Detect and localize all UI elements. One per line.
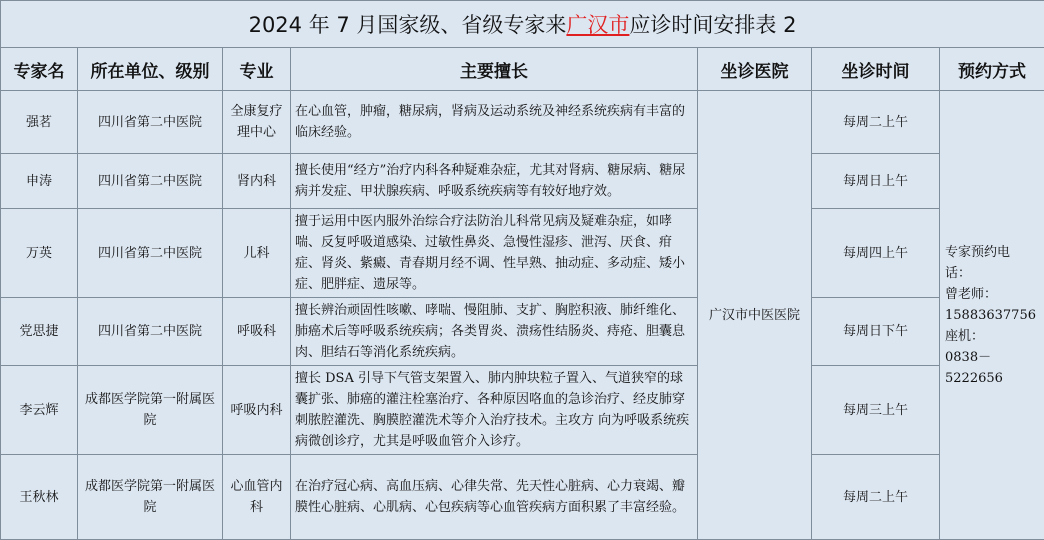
contact-line: 话： bbox=[945, 263, 1039, 284]
table-row bbox=[1, 298, 1044, 366]
expert-name: 强茗 bbox=[1, 91, 78, 154]
expert-expertise: 在治疗冠心病、高血压病、心律失常、先天性心脏病、心力衰竭、瓣膜性心脏病、心肌病、心包疾病等心血管疾病方面积累了丰富经验。 bbox=[291, 455, 698, 540]
header-unit: 所在单位、级别 bbox=[78, 48, 223, 91]
clinic-time: 每周二上午 bbox=[812, 455, 940, 540]
table-row bbox=[1, 154, 1044, 209]
header-expertise: 主要擅长 bbox=[291, 48, 698, 91]
expert-expertise: 擅于运用中医内服外治综合疗法防治儿科常见病及疑难杂症，如哮喘、反复呼吸道感染、过敏性鼻炎、急慢性湿疹、泄泻、厌食、疳症、肾炎、紫癜、青春期月经不调、性早熟、抽动症、多动症、矮小症、肥胖症、遗尿等。 bbox=[291, 209, 698, 298]
expert-unit: 成都医学院第一附属医院 bbox=[78, 366, 223, 455]
expert-specialty: 全康复疗理中心 bbox=[223, 91, 291, 154]
page-title bbox=[1, 1, 1044, 48]
title-suffix: 应诊时间安排表 2 bbox=[629, 13, 796, 37]
contact-phone-mobile: 15883637756 bbox=[945, 305, 1039, 326]
expert-unit: 四川省第二中医院 bbox=[78, 91, 223, 154]
expert-name: 申涛 bbox=[1, 154, 78, 209]
clinic-time: 每周二上午 bbox=[812, 91, 940, 154]
clinic-time: 每周三上午 bbox=[812, 366, 940, 455]
contact-line: 专家预约电 bbox=[945, 242, 1039, 263]
expert-name: 党思捷 bbox=[1, 298, 78, 366]
table-row bbox=[1, 91, 1044, 154]
header-booking: 预约方式 bbox=[940, 48, 1044, 91]
title-prefix: 2024 年 7 月国家级、省级专家来 bbox=[249, 13, 567, 37]
expert-expertise: 擅长辨治顽固性咳嗽、哮喘、慢阻肺、支扩、胸腔积液、肺纤维化、肺癌术后等呼吸系统疾病；各类胃炎、溃疡性结肠炎、痔疮、胆囊息肉、胆结石等消化系统疾病。 bbox=[291, 298, 698, 366]
header-specialty: 专业 bbox=[223, 48, 291, 91]
expert-expertise: 擅长使用“经方”治疗内科各种疑难杂症，尤其对肾病、糖尿病、糖尿病并发症、甲状腺疾病、呼吸系统疾病等有较好地疗效。 bbox=[291, 154, 698, 209]
expert-specialty: 肾内科 bbox=[223, 154, 291, 209]
expert-unit: 四川省第二中医院 bbox=[78, 298, 223, 366]
clinic-time: 每周日上午 bbox=[812, 154, 940, 209]
expert-unit: 成都医学院第一附属医院 bbox=[78, 455, 223, 540]
header-name: 专家名 bbox=[1, 48, 78, 91]
expert-specialty: 呼吸科 bbox=[223, 298, 291, 366]
expert-name: 万英 bbox=[1, 209, 78, 298]
title-city-highlight: 广汉市 bbox=[566, 13, 629, 37]
header-time: 坐诊时间 bbox=[812, 48, 940, 91]
clinic-hospital: 广汉市中医医院 bbox=[698, 91, 812, 540]
header-row bbox=[1, 48, 1044, 91]
expert-specialty: 呼吸内科 bbox=[223, 366, 291, 455]
header-hospital: 坐诊医院 bbox=[698, 48, 812, 91]
table-row bbox=[1, 209, 1044, 298]
contact-line: 曾老师： bbox=[945, 284, 1039, 305]
clinic-time: 每周四上午 bbox=[812, 209, 940, 298]
expert-unit: 四川省第二中医院 bbox=[78, 209, 223, 298]
expert-unit: 四川省第二中医院 bbox=[78, 154, 223, 209]
contact-line: 座机： bbox=[945, 326, 1039, 347]
table-row bbox=[1, 366, 1044, 455]
clinic-time: 每周日下午 bbox=[812, 298, 940, 366]
expert-specialty: 儿科 bbox=[223, 209, 291, 298]
contact-phone-landline: 0838－5222656 bbox=[945, 347, 1039, 389]
expert-expertise: 在心血管，肿瘤，糖尿病，肾病及运动系统及神经系统疾病有丰富的临床经验。 bbox=[291, 91, 698, 154]
expert-name: 李云辉 bbox=[1, 366, 78, 455]
booking-contact bbox=[940, 91, 1044, 540]
table-row bbox=[1, 455, 1044, 540]
expert-expertise: 擅长 DSA 引导下气管支架置入、肺内肿块粒子置入、气道狭窄的球囊扩张、肺癌的灌注栓塞治疗、各种原因咯血的急诊治疗、经皮肺穿刺脓腔灌洗、胸膜腔灌洗术等介入治疗技术。主攻方 向为呼吸系统疾病微创诊疗，尤其是呼吸血管介入诊疗。 bbox=[291, 366, 698, 455]
expert-specialty: 心血管内科 bbox=[223, 455, 291, 540]
expert-name: 王秋林 bbox=[1, 455, 78, 540]
